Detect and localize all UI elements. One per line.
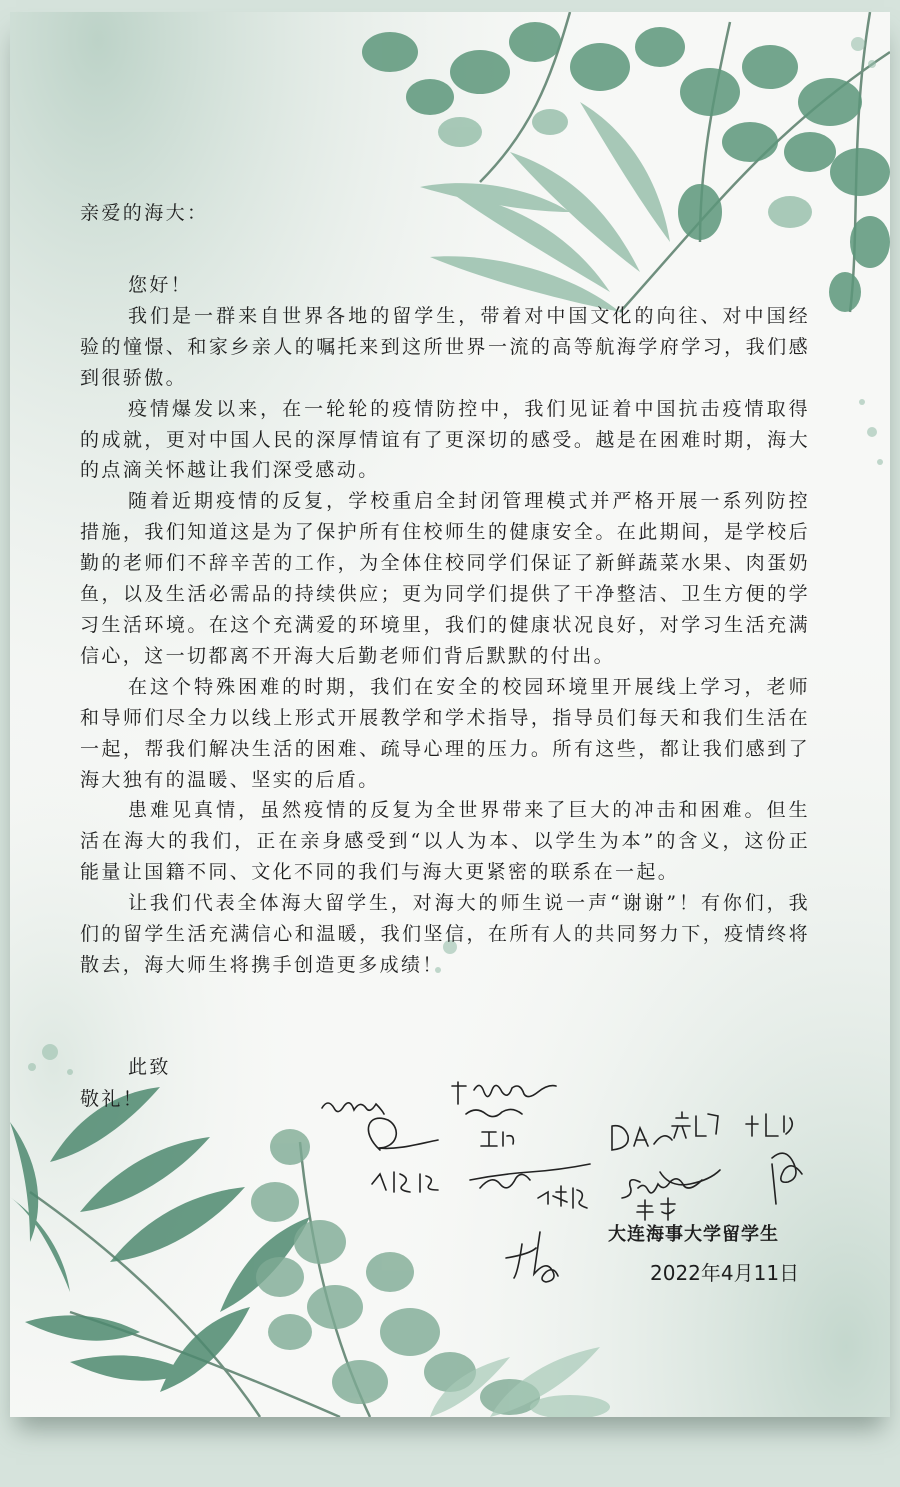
letter-date: 2022年4月11日 bbox=[650, 1261, 800, 1285]
paragraph-3: 随着近期疫情的反复，学校重启全封闭管理模式并严格开展一系列防控措施，我们知道这是为了保护所有住校师生的健康安全。在此期间，是学校后勤的老师们不辞辛苦的工作，为全体住校同学们保证了新鲜蔬菜水果、肉蛋奶鱼，以及生活必需品的持续供应；更为同学们提供了干净整洁、卫生方便的学习生活环境。在这个充满爱的环境里，我们的健康状况良好，对学习生活充满信心，这一切都离不开海大后勤老师们背后默默的付出。 bbox=[80, 490, 810, 667]
signer-organization: 大连海事大学留学生 bbox=[608, 1224, 779, 1245]
closing-line-2: 敬礼！ bbox=[80, 1087, 145, 1110]
greeting: 您好！ bbox=[128, 274, 193, 296]
salutation: 亲爱的海大： bbox=[80, 202, 209, 224]
paragraph-2: 疫情爆发以来，在一轮轮的疫情防控中，我们见证着中国抗击疫情取得的成就，更对中国人民的深厚情谊有了更深切的感受。越是在困难时期，海大的点滴关怀越让我们深受感动。 bbox=[80, 397, 810, 482]
paragraph-6: 让我们代表全体海大留学生，对海大的师生说一声“谢谢”！有你们，我们的留学生活充满信心和温暖，我们坚信，在所有人的共同努力下，疫情终将散去，海大师生将携手创造更多成绩！ bbox=[80, 892, 810, 976]
closing-line-1: 此致 bbox=[128, 1055, 171, 1078]
paragraph-5: 患难见真情，虽然疫情的反复为全世界带来了巨大的冲击和困难。但生活在海大的我们，正在亲身感受到“以人为本、以学生为本”的含义，这份正能量让国籍不同、文化不同的我们与海大更紧密的联系在一起。 bbox=[80, 799, 810, 884]
paragraph-4: 在这个特殊困难的时期，我们在安全的校园环境里开展线上学习，老师和导师们尽全力以线上形式开展教学和学术指导，指导员们每天和我们生活在一起，帮我们解决生活的困难、疏导心理的压力。所有这些，都让我们感到了海大独有的温暖、坚实的后盾。 bbox=[80, 675, 810, 791]
letter-paper bbox=[10, 12, 890, 1417]
paragraph-1: 我们是一群来自世界各地的留学生，带着对中国文化的向往、对中国经验的憧憬、和家乡亲人的嘱托来到这所世界一流的高等航海学府学习，我们感到很骄傲。 bbox=[80, 304, 810, 389]
letter-body bbox=[80, 197, 810, 1115]
